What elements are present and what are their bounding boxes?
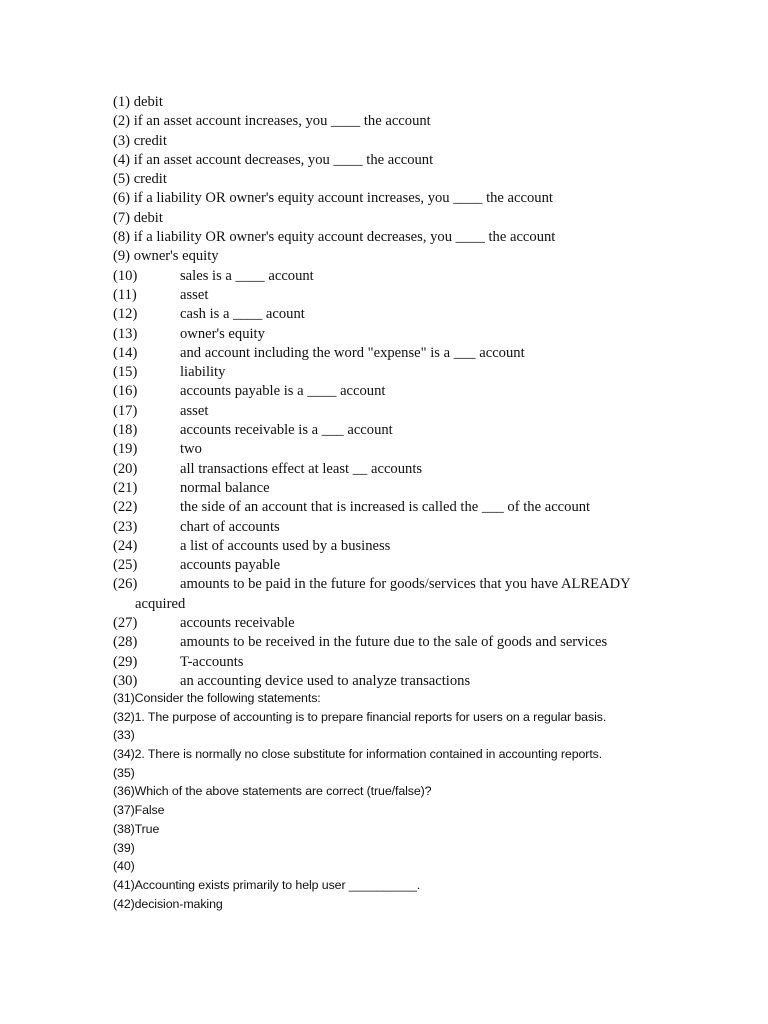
line-text: debit xyxy=(133,209,163,226)
text-line xyxy=(113,267,733,286)
line-number: (1) xyxy=(113,94,131,110)
text-line: (31)Consider the following statements: xyxy=(113,691,321,705)
line-number: (29) xyxy=(113,653,138,670)
text-line: (39) xyxy=(113,840,135,855)
sans-text-block xyxy=(113,689,733,913)
text-line xyxy=(113,575,733,594)
line-text: accounts receivable xyxy=(180,615,295,632)
text-line: (40) xyxy=(113,859,135,874)
line-text: T-accounts xyxy=(180,653,244,670)
line-number: (13) xyxy=(113,325,138,342)
line-text: if a liability OR owner's equity account increases, you ____ the account xyxy=(133,190,553,207)
text-line xyxy=(113,93,733,112)
text-line xyxy=(113,421,733,440)
line-text: asset xyxy=(180,402,209,419)
text-line: (33) xyxy=(113,728,135,743)
line-text: amounts to be received in the future due to the sale of goods and services xyxy=(180,634,608,651)
line-text: owner's equity xyxy=(133,248,219,265)
line-text: debit xyxy=(133,94,163,110)
text-line: (41)Accounting exists primarily to help user __________. xyxy=(113,877,421,892)
line-text: chart of accounts xyxy=(180,518,280,535)
line-text: cash is a ____ acount xyxy=(180,306,305,323)
line-text: owner's equity xyxy=(180,325,265,342)
line-number: (16) xyxy=(113,383,138,400)
text-line xyxy=(113,614,733,633)
line-number: (22) xyxy=(113,499,138,516)
text-line xyxy=(113,440,733,459)
line-number: (30) xyxy=(113,672,138,689)
text-line xyxy=(113,170,733,189)
line-number: (3) xyxy=(113,132,131,149)
text-line xyxy=(113,498,733,517)
text-line: (34)2. There is normally no close substitute for information contained in accounting reports. xyxy=(113,747,603,762)
line-text: credit xyxy=(133,171,167,188)
line-text: sales is a ____ account xyxy=(180,267,314,284)
line-number: (28) xyxy=(113,634,138,651)
line-number: (10) xyxy=(113,267,138,284)
line-text: accounts receivable is a ___ account xyxy=(180,422,393,439)
line-number: (23) xyxy=(113,518,138,535)
line-number: (7) xyxy=(113,209,131,226)
line-number: (26) xyxy=(113,576,138,593)
line-number: (5) xyxy=(113,171,131,188)
text-line: (32)1. The purpose of accounting is to prepare financial reports for users on a regular basis. xyxy=(113,709,607,724)
text-line xyxy=(113,247,733,266)
serif-text-block xyxy=(113,93,733,691)
line-text: acquired xyxy=(135,595,186,612)
text-line xyxy=(113,363,733,382)
text-line xyxy=(113,286,733,305)
line-number: (21) xyxy=(113,479,138,496)
text-line xyxy=(113,325,733,344)
text-line-continuation xyxy=(113,595,733,614)
text-line xyxy=(113,518,733,537)
line-number: (4) xyxy=(113,151,131,168)
line-number: (9) xyxy=(113,248,131,265)
text-line xyxy=(113,209,733,228)
line-number: (2) xyxy=(113,113,131,130)
line-text: two xyxy=(180,441,202,458)
text-line xyxy=(113,228,733,247)
line-text: if a liability OR owner's equity account decreases, you ____ the account xyxy=(133,229,556,246)
line-text: if an asset account increases, you ____ the account xyxy=(133,113,431,130)
line-number: (12) xyxy=(113,306,138,323)
text-line: (35) xyxy=(113,765,135,780)
text-line: (42)decision-making xyxy=(113,896,223,911)
line-number: (11) xyxy=(113,286,137,303)
line-number: (27) xyxy=(113,615,138,632)
line-text: liability xyxy=(180,364,226,381)
line-text: credit xyxy=(133,132,167,149)
line-number: (8) xyxy=(113,229,131,246)
text-line: (38)True xyxy=(113,821,160,836)
line-number: (17) xyxy=(113,402,138,419)
line-number: (19) xyxy=(113,441,138,458)
line-text: all transactions effect at least __ accounts xyxy=(180,460,423,477)
line-text: an accounting device used to analyze transactions xyxy=(180,672,471,689)
text-line xyxy=(113,112,733,131)
text-line xyxy=(113,537,733,556)
line-text: accounts payable is a ____ account xyxy=(180,383,386,400)
line-text: if an asset account decreases, you ____ the account xyxy=(133,151,434,168)
line-text: normal balance xyxy=(180,479,270,496)
text-line xyxy=(113,460,733,479)
text-line: (37)False xyxy=(113,803,165,818)
line-text: the side of an account that is increased is called the ___ of the account xyxy=(180,499,591,516)
line-number: (15) xyxy=(113,364,138,381)
text-line xyxy=(113,344,733,363)
line-text: asset xyxy=(180,286,209,303)
text-line xyxy=(113,382,733,401)
line-text: accounts payable xyxy=(180,557,281,574)
text-line: (36)Which of the above statements are correct (true/false)? xyxy=(113,784,432,799)
line-text: amounts to be paid in the future for goods/services that you have ALREADY xyxy=(180,576,631,593)
line-number: (24) xyxy=(113,537,138,554)
text-line xyxy=(113,653,733,672)
line-number: (14) xyxy=(113,344,138,361)
text-line xyxy=(113,633,733,652)
text-line xyxy=(113,132,733,151)
text-line xyxy=(113,151,733,170)
text-line xyxy=(113,479,733,498)
text-line xyxy=(113,189,733,208)
line-text: a list of accounts used by a business xyxy=(180,537,391,554)
text-line xyxy=(113,305,733,324)
line-number: (18) xyxy=(113,422,138,439)
text-line xyxy=(113,556,733,575)
text-line xyxy=(113,402,733,421)
line-text: and account including the word "expense" is a ___ account xyxy=(180,344,525,361)
line-number: (25) xyxy=(113,557,138,574)
line-number: (6) xyxy=(113,190,131,207)
line-number: (20) xyxy=(113,460,138,477)
